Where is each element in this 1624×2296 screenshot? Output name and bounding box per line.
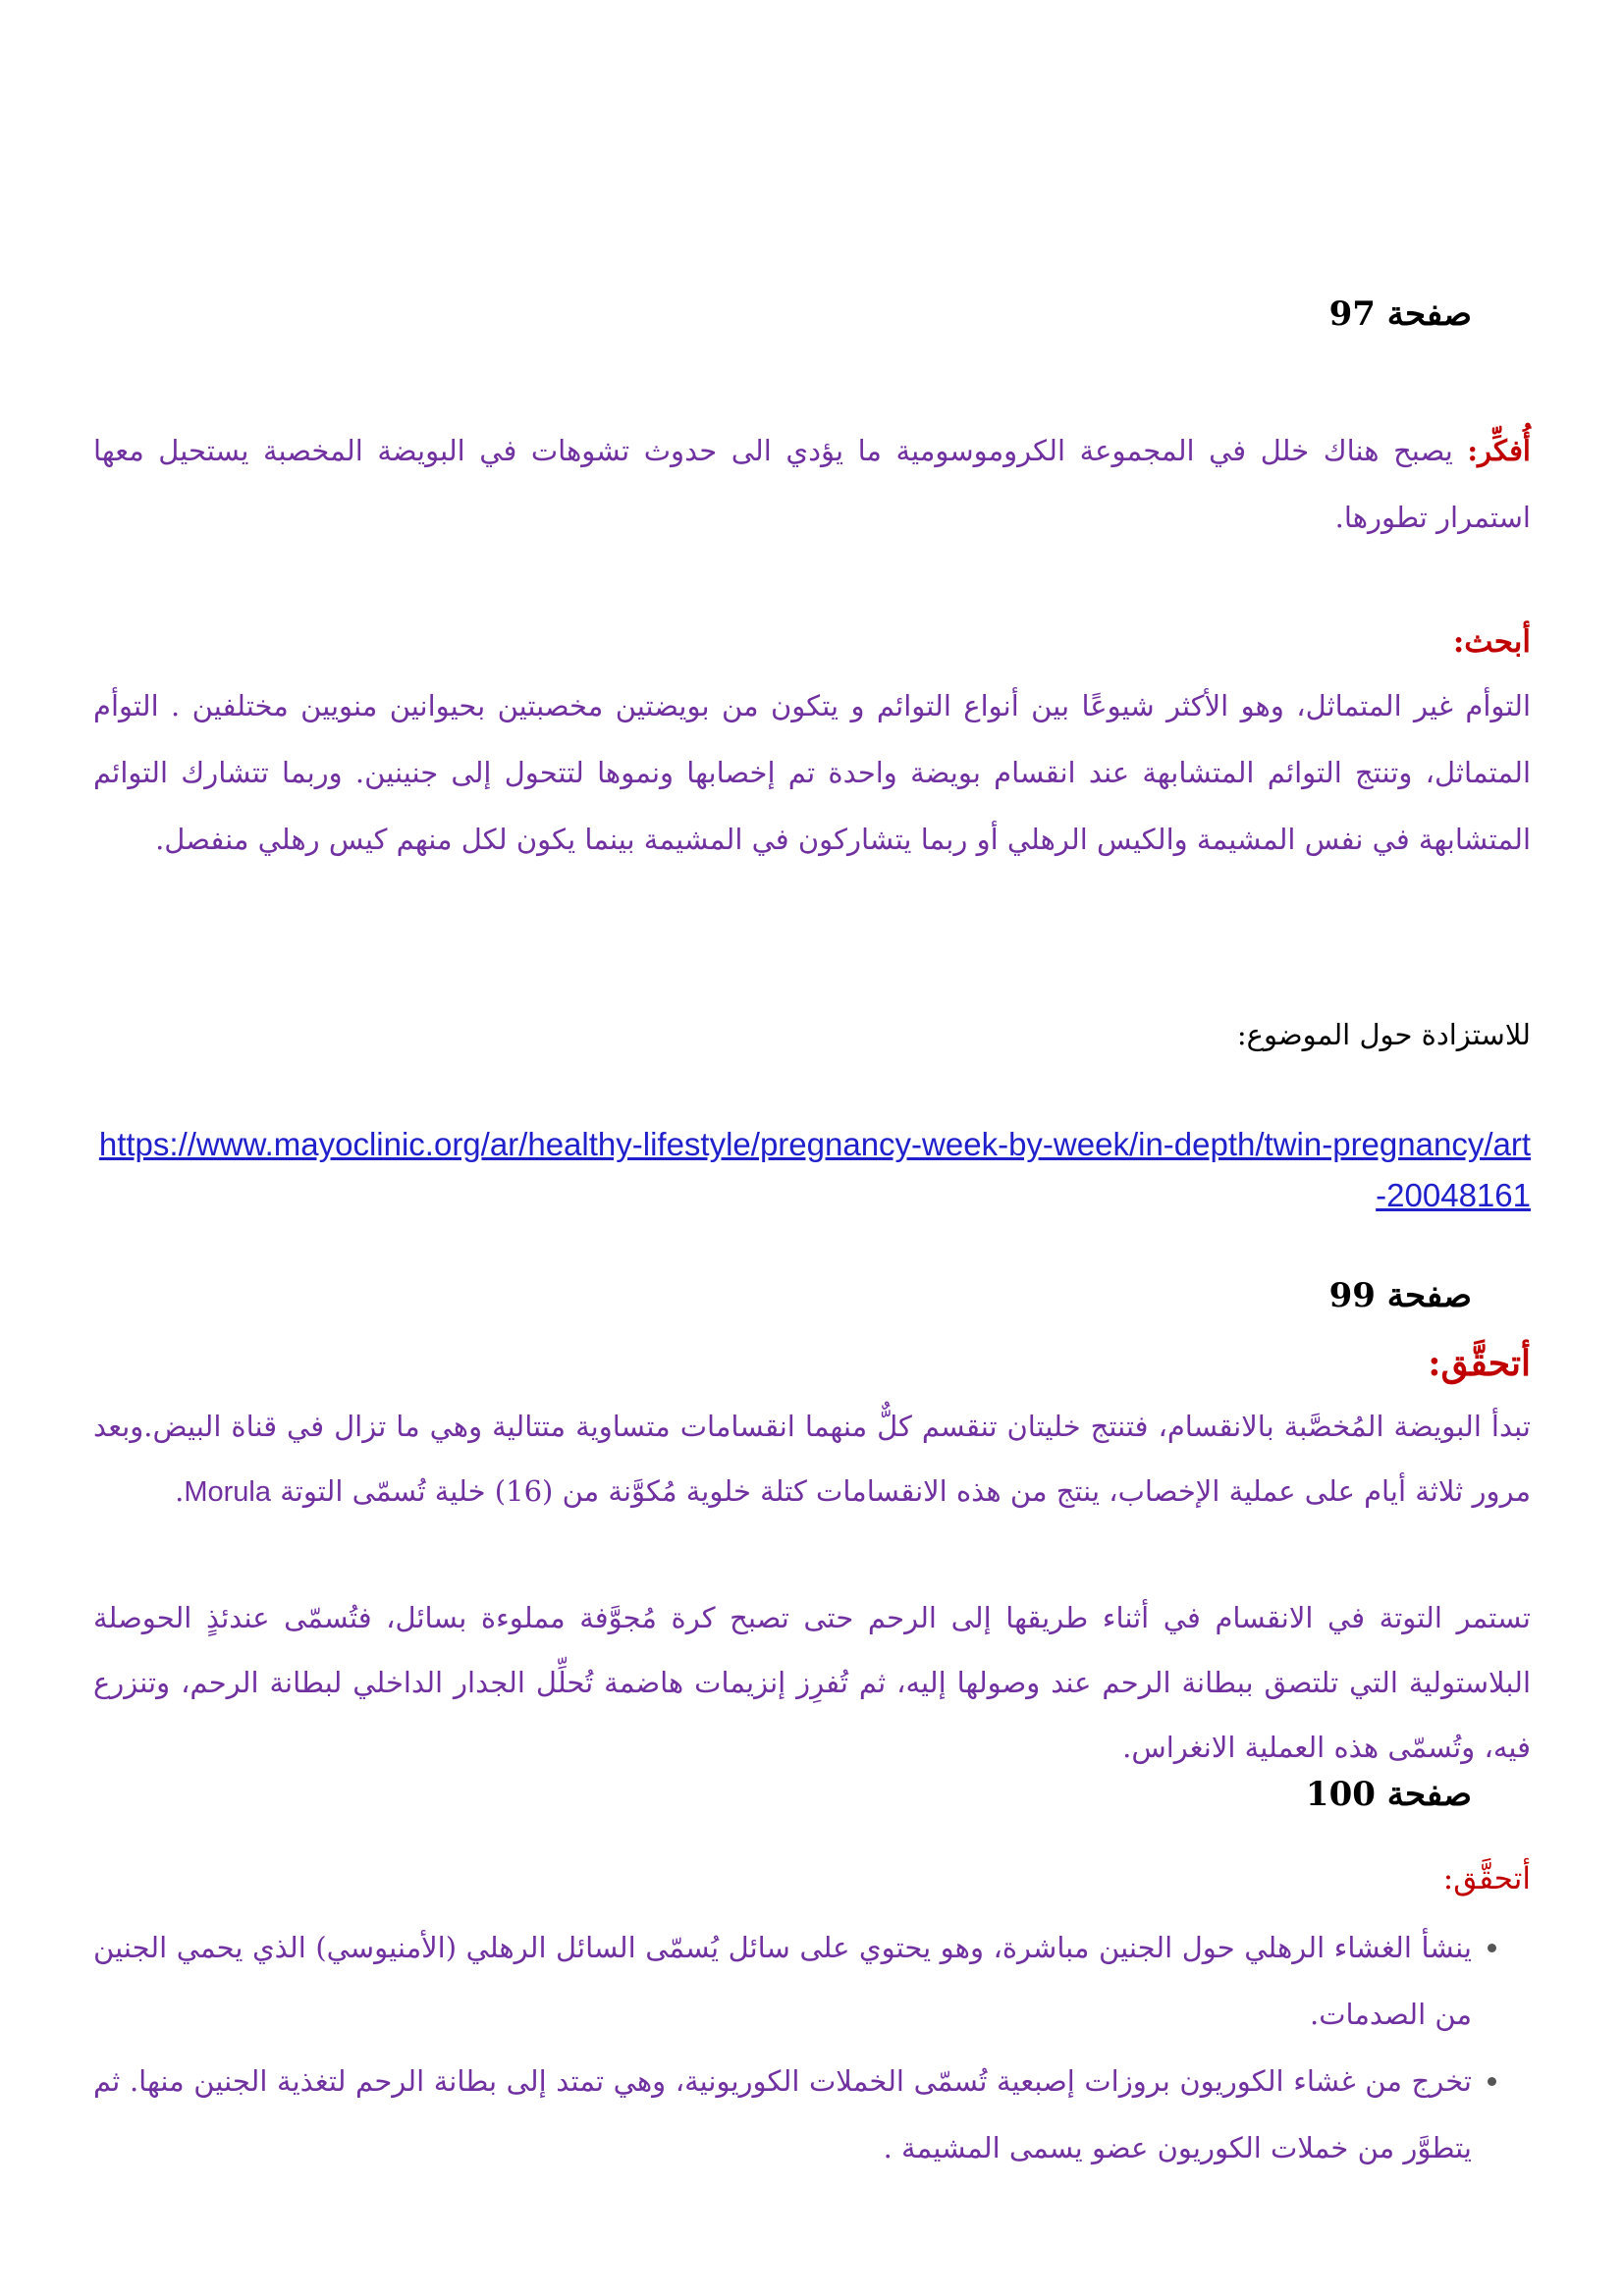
- page-97-heading: [1329, 294, 1472, 334]
- morula-term: Morula: [184, 1476, 271, 1508]
- verify-text-1: تبدأ البويضة المُخصَّبة بالانقسام، فتنتج خليتان تنقسم كلٌّ منهما انقسامات متساوية متتالية وهي ما تزال في قناة البيض.وبعد مرور ثلاثة أيام على عملية الإخصاب، ينتج من هذه الانقسامات كتلة خلوية مُكوَّنة من (16) خلية تُسمّى التوتة: [93, 1410, 1531, 1508]
- list-item: • ينشأ الغشاء الرهلي حول الجنين مباشرة، وهو يحتوي على سائل يُسمّى السائل الرهلي (الأمنيوسي) الذي يحمي الجنين من الصدمات.: [93, 1914, 1472, 2048]
- verify-text-1-end: .: [175, 1474, 185, 1508]
- mayoclinic-link[interactable]: https://www.mayoclinic.org/ar/healthy-lifestyle/pregnancy-week-by-week/in-depth/twin-pregnancy/art-20048161: [98, 1126, 1531, 1213]
- heading-word: صفحة: [1386, 1775, 1472, 1814]
- verify-paragraph-1: [93, 1394, 1531, 1524]
- heading-number: 97: [1328, 294, 1376, 334]
- heading-number: 99: [1328, 1276, 1376, 1315]
- verify-paragraph-2: تستمر التوتة في الانقسام في أثناء طريقها إلى الرحم حتى تصبح كرة مُجوَّفة مملوءة بسائل، فتُسمّى عندئذٍ الحوصلة البلاستولية التي تلتصق ببطانة الرحم عند وصولها إليه، ثم تُفرِز إنزيمات هاضمة تُحلِّل الجدار الداخلي لبطانة الرحم، وتنزرع فيه، وتُسمّى هذه العملية الانغراس.: [93, 1601, 1531, 1764]
- list-item: • تخرج من غشاء الكوريون بروزات إصبعية تُسمّى الخملات الكوريونية، وهي تمتد إلى بطانة الرحم لتغذية الجنين منها. ثم يتطوَّر من خملات الكوريون عضو يسمى المشيمة .: [93, 2048, 1472, 2181]
- verify-label-line-99: [93, 1330, 1531, 1399]
- more-info-label: للاستزادة حول الموضوع:: [1236, 1018, 1531, 1051]
- research-label: أبحث:: [1452, 624, 1531, 660]
- think-paragraph: [93, 417, 1531, 551]
- heading-word: صفحة: [1386, 294, 1472, 334]
- think-text: يصبح هناك خلل في المجموعة الكروموسومية ما يؤدي الى حدوث تشوهات في البويضة المخصبة يستحيل معها استمرار تطورها.: [93, 434, 1531, 534]
- think-label: أُفكِّر:: [1467, 434, 1531, 467]
- page-100-heading: [1306, 1775, 1472, 1814]
- page-99-heading: [1329, 1276, 1472, 1315]
- research-paragraph: التوأم غير المتماثل، وهو الأكثر شيوعًا بين أنواع التوائم و يتكون من بويضتين مخصبتين بحيوانين منويين مختلفين . التوأم المتماثل، وتنتج التوائم المتشابهة عند انقسام بويضة واحدة تم إخصابها ونموها لتتحول إلى جنينين. وربما تتشارك التوائم المتشابهة في نفس المشيمة والكيس الرهلي أو ربما يتشاركون في المشيمة بينما يكون لكل منهم كيس رهلي منفصل.: [93, 689, 1531, 856]
- heading-word: صفحة: [1386, 1276, 1472, 1315]
- verify-label-line-100: [93, 1845, 1531, 1912]
- heading-number: 100: [1305, 1775, 1376, 1814]
- verify-label: أتحقَّق:: [1442, 1861, 1531, 1896]
- research-label-line: [93, 609, 1531, 675]
- verify-bullet-list: [93, 1914, 1531, 2181]
- verify-label: أتحقَّق:: [1428, 1343, 1531, 1384]
